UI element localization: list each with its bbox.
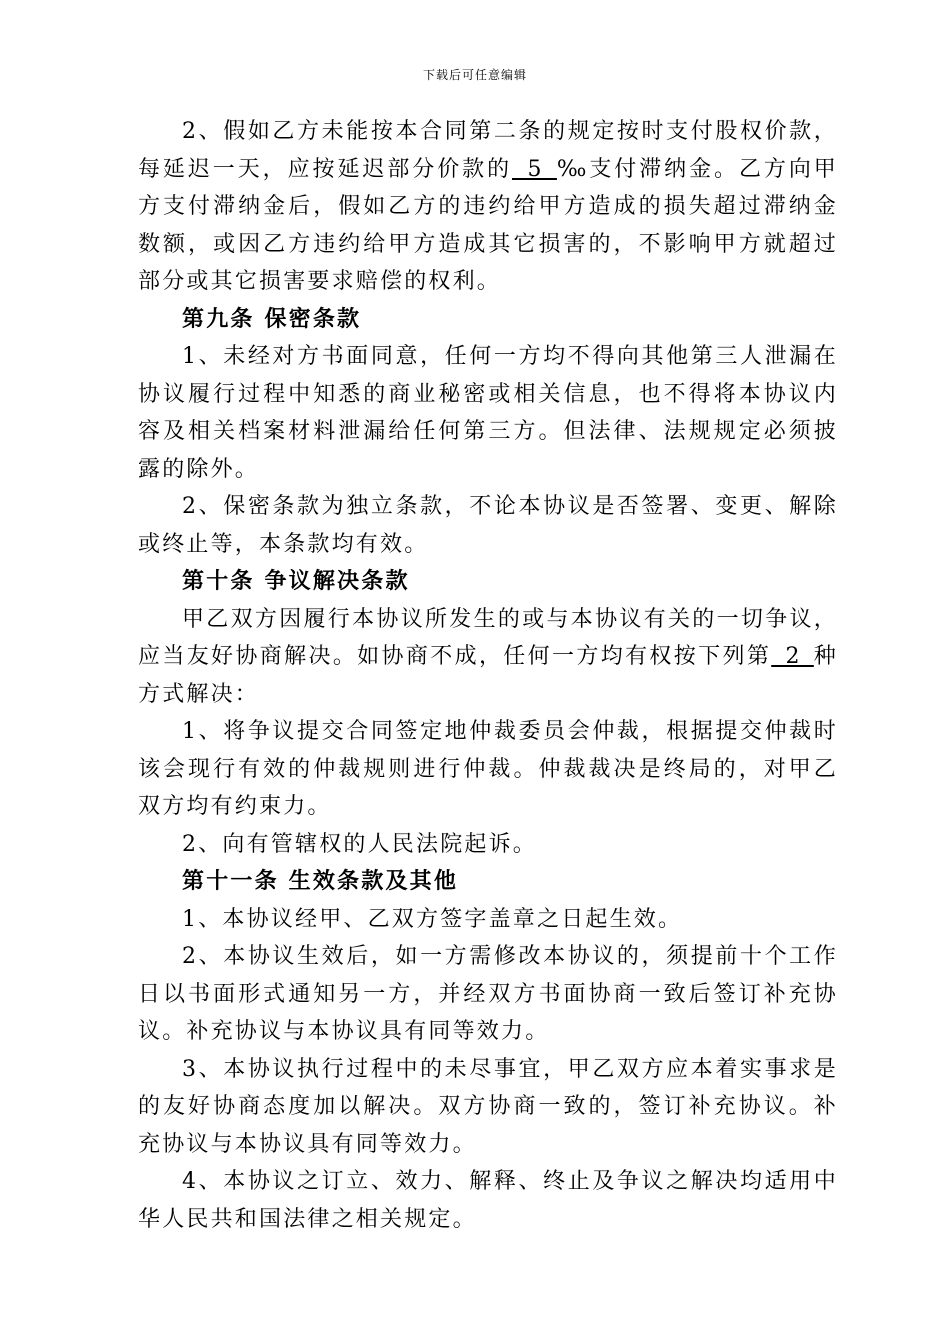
paragraph [138,938,838,1051]
paragraph-text: 2、保密条款为独立条款，不论本协议是否签署、变更、解除或终止等，本条款均有效。 [138,494,838,557]
paragraph-text: 1、本协议经甲、乙双方签字盖章之日起生效。 [182,906,683,932]
paragraph [138,338,838,488]
section-heading: 第九条 保密条款 [182,305,362,332]
paragraph [138,601,838,714]
paragraph [138,713,838,826]
paragraph [138,826,838,864]
section-heading: 第十条 争议解决条款 [182,568,410,594]
paragraph [138,1163,838,1238]
paragraph-text: 4、本协议之订立、效力、解释、终止及争议之解决均适用中华人民共和国法律之相关规定。 [138,1169,838,1232]
paragraph [138,113,838,301]
paragraph-text: 2、假如乙方未能按本合同第二条的规定按时支付股权价款，每延迟一天，应按延迟部分价款的 [138,119,838,182]
paragraph-text: 1、未经对方书面同意，任何一方均不得向其他第三人泄漏在协议履行过程中知悉的商业秘密或相关信息，也不得将本协议内容及相关档案材料泄漏给任何第三方。但法律、法规规定必须披露的除外。 [138,344,838,482]
section-heading: 第十一条 生效条款及其他 [182,868,459,894]
paragraph [138,1051,838,1164]
paragraph-text: 2、向有管辖权的人民法院起诉。 [182,831,537,857]
paragraph-text: 种方式解决： [138,644,838,707]
paragraph-text: 3、本协议执行过程中的未尽事宜，甲乙双方应本着实事求是的友好协商态度加以解决。双方协商一致的，签订补充协议。补充协议与本协议具有同等效力。 [138,1056,838,1157]
page-header: 下载后可任意编辑 [422,68,527,82]
paragraph-text: 2、本协议生效后，如一方需修改本协议的，须提前十个工作日以书面形式通知另一方，并经双方书面协商一致后签订补充协议。补充协议与本协议具有同等效力。 [138,944,838,1044]
fill-in-blank: 2 [771,644,814,669]
paragraph-text: ‰支付滞纳金。乙方向甲方支付滞纳金后，假如乙方的违约给甲方造成的损失超过滞纳金数额，或因乙方违约给甲方造成其它损害的，不影响甲方就超过部分或其它损害要求赔偿的权利。 [138,156,838,294]
paragraph-text: 甲乙双方因履行本协议所发生的或与本协议有关的一切争议，应当友好协商解决。如协商不成，任何一方均有权按下列第 [138,606,838,669]
paragraph-text: 1、将争议提交合同签定地仲裁委员会仲裁，根据提交仲裁时该会现行有效的仲裁规则进行仲裁。仲裁裁决是终局的，对甲乙双方均有约束力。 [138,719,838,819]
paragraph [138,901,838,939]
document-body [138,113,838,1238]
fill-in-blank: 5 [512,156,557,182]
paragraph [138,488,838,563]
